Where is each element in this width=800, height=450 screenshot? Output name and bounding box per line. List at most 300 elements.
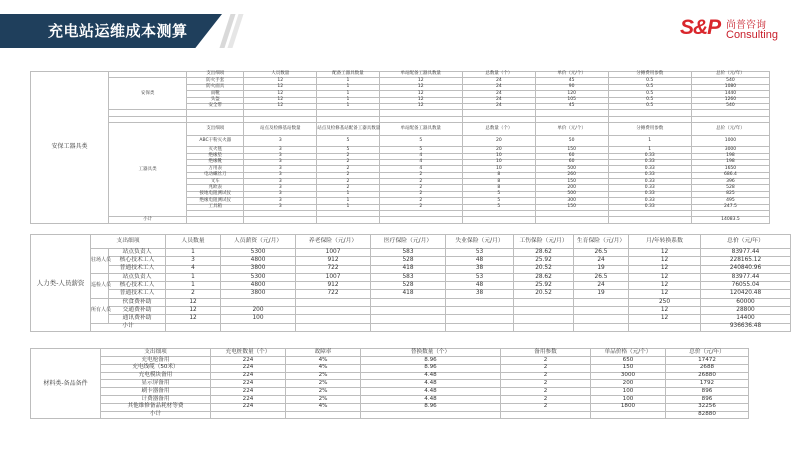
table-cell: 12	[629, 315, 701, 323]
table-cell: 76055.04	[701, 282, 791, 290]
table-cell	[514, 315, 574, 323]
table-cell: 0.33	[608, 179, 691, 185]
header-cell: 支出细项	[187, 72, 244, 78]
table-cell: 核心技术工人	[109, 257, 166, 265]
table-cell: 150	[535, 179, 608, 185]
header-cell: 总数量（个）	[462, 123, 535, 136]
table-cell: 896	[666, 388, 749, 396]
table-cell: 20.52	[514, 290, 574, 298]
table-cell: 528	[691, 185, 769, 191]
group-label: 驻场人员	[91, 249, 109, 274]
table-cell: 1	[317, 204, 379, 210]
table-cell: 912	[296, 257, 371, 265]
table-cell: 2	[501, 395, 591, 403]
table-cell: 1007	[296, 273, 371, 281]
table-row	[31, 307, 791, 315]
table-cell: 0.33	[608, 204, 691, 210]
table-cell: 200	[535, 185, 608, 191]
table-cell: 100	[221, 315, 296, 323]
table-cell: 3	[166, 257, 221, 265]
table-cell	[296, 315, 371, 323]
table-cell: 灭火毯	[187, 147, 244, 153]
table-cell	[446, 315, 514, 323]
table-cell: 12	[379, 91, 462, 97]
table-cell: 0.33	[608, 159, 691, 165]
subtotal-label: 小计	[91, 323, 166, 331]
empty-cell	[361, 411, 501, 419]
header-cell: 人员数量	[244, 72, 317, 78]
table-cell: 5	[317, 147, 379, 153]
subtotal-label: 小计	[101, 411, 211, 419]
table-cell: 20	[462, 147, 535, 153]
group-label: 所有人员	[91, 298, 109, 323]
table-cell: 250	[629, 298, 701, 306]
table-cell: 20	[462, 136, 535, 147]
table-cell: 540	[691, 78, 769, 84]
table-cell: 4	[166, 265, 221, 273]
table-cell: 2	[166, 290, 221, 298]
table-cell: 19	[574, 265, 629, 273]
table-cell: 1	[317, 91, 379, 97]
empty-cell	[371, 323, 446, 331]
table-cell: 12	[244, 84, 317, 90]
table-cell: 90	[535, 84, 608, 90]
table-cell: 24	[462, 103, 535, 109]
table-cell: 38	[446, 265, 514, 273]
table-cell: 站点负责人	[109, 273, 166, 281]
empty-cell	[535, 217, 608, 223]
table-cell: 3	[244, 185, 317, 191]
table-cell: 伙食费补助	[109, 298, 166, 306]
table-cell: 5	[462, 204, 535, 210]
company-logo	[680, 14, 790, 46]
table-cell	[514, 307, 574, 315]
table-cell: 普通技术工人	[109, 290, 166, 298]
table-cell	[221, 298, 296, 306]
table-cell: 2	[379, 191, 462, 197]
subtotal-value: 936636.48	[701, 323, 791, 331]
table-cell: 24	[462, 91, 535, 97]
table-cell: 12	[629, 307, 701, 315]
table-cell: 12	[379, 84, 462, 90]
table-cell: 26880	[666, 372, 749, 380]
header-cell: 总价（元/年）	[666, 349, 749, 357]
table-cell: 3800	[221, 265, 296, 273]
table-cell: 12	[629, 249, 701, 257]
header-cell: 替换数量（个）	[361, 349, 501, 357]
header-cell: 支出细项	[187, 123, 244, 136]
empty-cell	[244, 217, 317, 223]
table-cell: 3000	[691, 147, 769, 153]
table-row	[31, 290, 791, 298]
table-row	[31, 249, 791, 257]
empty-cell	[187, 217, 244, 223]
header-cell: 养老保险（元/月）	[296, 235, 371, 249]
table-cell: 2	[379, 179, 462, 185]
table-cell: 0.33	[608, 153, 691, 159]
table-cell: 12	[244, 97, 317, 103]
table-cell: 0.33	[608, 198, 691, 204]
table-cell: 24	[462, 78, 535, 84]
table-cell: 12	[379, 78, 462, 84]
table-cell: 工具箱	[187, 204, 244, 210]
table-cell: 224	[211, 372, 286, 380]
table-cell: 绝缘靴	[187, 159, 244, 165]
table-cell: 12	[629, 273, 701, 281]
table-cell: 12	[379, 103, 462, 109]
table-cell: 60	[535, 159, 608, 165]
table-cell: 418	[371, 265, 446, 273]
table-cell: 0.33	[608, 191, 691, 197]
table-cell: 2	[501, 380, 591, 388]
table-cell: 200	[591, 380, 666, 388]
table-cell: 105	[535, 97, 608, 103]
table-cell: 2	[501, 364, 591, 372]
table-header-row	[31, 349, 749, 357]
table-cell: 0.5	[608, 91, 691, 97]
table-cell: 防火手套	[187, 78, 244, 84]
table-cell: 418	[371, 290, 446, 298]
table-cell: 4	[379, 159, 462, 165]
table-cell: 雨靴	[187, 91, 244, 97]
table-cell: 兆欧表	[187, 185, 244, 191]
table-cell: 1	[608, 147, 691, 153]
table-cell: 5300	[221, 273, 296, 281]
table-cell: 3	[244, 179, 317, 185]
table-cell: 224	[211, 395, 286, 403]
table-cell: 583	[371, 249, 446, 257]
table-cell: 4800	[221, 282, 296, 290]
table-cell: 0.33	[608, 166, 691, 172]
table-cell: 14400	[701, 315, 791, 323]
table-cell: 其他维修备品耗材等费	[101, 403, 211, 411]
header-cell: 支出细项	[101, 349, 211, 357]
table-cell: 10	[462, 159, 535, 165]
table-cell: 1800	[591, 403, 666, 411]
table-cell: 12	[166, 298, 221, 306]
empty-cell	[462, 217, 535, 223]
empty-cell	[514, 323, 574, 331]
table-cell: 万用表	[187, 166, 244, 172]
table-cell: 200	[221, 307, 296, 315]
table-cell: 2	[501, 372, 591, 380]
table-cell	[574, 315, 629, 323]
table-cell: 228165.12	[701, 257, 791, 265]
table-cell: 3	[244, 153, 317, 159]
table-header-row	[31, 123, 770, 136]
header-cell: 故障率	[286, 349, 361, 357]
table-row	[31, 265, 791, 273]
table-cell: 0.33	[608, 185, 691, 191]
table-cell: 28.62	[514, 249, 574, 257]
table-row	[31, 282, 791, 290]
table-cell	[514, 298, 574, 306]
table-cell: 2	[379, 172, 462, 178]
empty-cell	[446, 323, 514, 331]
table-cell: 12	[166, 315, 221, 323]
header-cell: 分摊费用参数	[608, 72, 691, 78]
table-cell: 53	[446, 249, 514, 257]
table-row	[31, 273, 791, 281]
empty-cell	[574, 323, 629, 331]
header-cell: 充电桩数量（个）	[211, 349, 286, 357]
table-cell: 224	[211, 403, 286, 411]
table-cell	[371, 307, 446, 315]
table-cell: 刷卡器备用	[101, 388, 211, 396]
table-cell: 2	[317, 172, 379, 178]
table-cell: 充电枪备用	[101, 357, 211, 365]
table-cell: 260	[535, 172, 608, 178]
table-cell: 540	[691, 103, 769, 109]
table-cell: 1	[317, 84, 379, 90]
table-cell: 计费器备用	[101, 395, 211, 403]
table-row	[31, 364, 749, 372]
table-row	[31, 388, 749, 396]
empty-cell	[591, 411, 666, 419]
table-cell: 接地电阻测试仪	[187, 191, 244, 197]
table-cell: 5	[379, 147, 462, 153]
table-cell: 5	[379, 136, 462, 147]
table-cell: 4%	[286, 357, 361, 365]
section-label: 材料类-备品备件	[31, 349, 101, 419]
empty-cell	[317, 217, 379, 223]
table-cell: 1000	[691, 136, 769, 147]
table-cell: 2%	[286, 372, 361, 380]
table-cell: 4%	[286, 403, 361, 411]
table-cell: 2%	[286, 380, 361, 388]
table-cell: 安全带	[187, 103, 244, 109]
table-cell: 3	[244, 172, 317, 178]
table-cell: 20.52	[514, 265, 574, 273]
materials-cost-table	[30, 348, 749, 419]
table-cell: 1007	[296, 249, 371, 257]
header-cell: 月/年转换系数	[629, 235, 701, 249]
table-cell: 5	[317, 136, 379, 147]
table-row	[31, 403, 749, 411]
table-cell: 24	[462, 97, 535, 103]
table-cell	[574, 307, 629, 315]
header-cell: 单品价格（元/个）	[591, 349, 666, 357]
empty-cell	[211, 411, 286, 419]
header-cell: 单价（元/个）	[535, 123, 608, 136]
table-cell	[371, 315, 446, 323]
table-cell: 显示屏备用	[101, 380, 211, 388]
table-cell: 交通费补助	[109, 307, 166, 315]
table-cell: 28.62	[514, 273, 574, 281]
table-cell: 198	[691, 159, 769, 165]
table-cell	[371, 298, 446, 306]
table-cell: 12	[629, 257, 701, 265]
table-cell: 19	[574, 290, 629, 298]
table-cell	[296, 298, 371, 306]
table-cell: 5	[462, 191, 535, 197]
table-cell: 2	[379, 204, 462, 210]
table-cell: 3000	[591, 372, 666, 380]
table-cell: 4	[379, 153, 462, 159]
table-cell	[296, 307, 371, 315]
table-cell: 8.96	[361, 403, 501, 411]
table-row	[31, 257, 791, 265]
table-cell: 绝缘垫	[187, 153, 244, 159]
table-cell: 12	[244, 91, 317, 97]
table-cell: 3	[244, 166, 317, 172]
table-cell: 3	[244, 204, 317, 210]
table-cell: 60000	[701, 298, 791, 306]
header-cell: 总价（元/年）	[691, 72, 769, 78]
table-cell: 686.4	[691, 172, 769, 178]
table-cell: 充电线缆（50米）	[101, 364, 211, 372]
table-cell: 25.92	[514, 257, 574, 265]
subtotal-value: 82880	[666, 411, 749, 419]
table-cell: 48	[446, 282, 514, 290]
table-cell: 4.48	[361, 380, 501, 388]
group-label: 工器具类	[109, 123, 187, 217]
empty-cell	[501, 411, 591, 419]
table-cell: 224	[211, 388, 286, 396]
table-cell: 17472	[666, 357, 749, 365]
table-cell: 1792	[666, 380, 749, 388]
table-cell: 2	[317, 159, 379, 165]
table-cell: 100	[591, 395, 666, 403]
table-cell: 32256	[666, 403, 749, 411]
table-cell: 26.5	[574, 273, 629, 281]
table-cell: 825	[691, 191, 769, 197]
table-cell: 100	[591, 388, 666, 396]
header-cell: 总价（元/年）	[691, 123, 769, 136]
table-cell: 2%	[286, 395, 361, 403]
table-cell: 2	[379, 198, 462, 204]
table-cell: 24	[574, 257, 629, 265]
header-cell: 分摊费用参数	[608, 123, 691, 136]
table-cell: 83977.44	[701, 273, 791, 281]
header-cell: 失业保险（元/月）	[446, 235, 514, 249]
table-cell: 3	[244, 147, 317, 153]
table-cell: 2688	[666, 364, 749, 372]
table-cell: 绝缘电阻测试仪	[187, 198, 244, 204]
table-row	[31, 380, 749, 388]
table-cell: 120420.48	[701, 290, 791, 298]
table-cell: 2	[501, 357, 591, 365]
table-cell: 通讯费补助	[109, 315, 166, 323]
group-label: 安保类	[109, 78, 187, 110]
table-cell: 5300	[221, 249, 296, 257]
table-cell: 650	[591, 357, 666, 365]
header-cell: 人员数量	[166, 235, 221, 249]
table-cell: 0.5	[608, 97, 691, 103]
table-cell: 12	[244, 78, 317, 84]
table-cell: 45	[535, 78, 608, 84]
table-cell: 0.5	[608, 84, 691, 90]
table-cell: 2	[317, 166, 379, 172]
table-cell: 0.33	[608, 172, 691, 178]
table-cell: ABC干粉灭火器	[187, 136, 244, 147]
header-cell: 站点及检修基站配备工器具数量	[317, 123, 379, 136]
logo-english: Consulting	[726, 29, 778, 41]
table-cell: 28800	[701, 307, 791, 315]
table-row	[31, 315, 791, 323]
subtotal-row	[31, 323, 791, 331]
table-cell: 核心技术工人	[109, 282, 166, 290]
empty-cell	[286, 411, 361, 419]
labor-cost-table	[30, 234, 791, 332]
table-cell: 2	[501, 388, 591, 396]
header-cell: 工伤保险（元/月）	[514, 235, 574, 249]
table-cell: 0.5	[608, 103, 691, 109]
subtotal-value: 14083.5	[691, 217, 769, 223]
table-cell: 8.96	[361, 364, 501, 372]
section-label: 安保工器具类	[31, 72, 109, 224]
table-cell: 12	[629, 265, 701, 273]
tools-cost-table	[30, 71, 770, 224]
table-cell: 10	[462, 153, 535, 159]
table-cell: 722	[296, 265, 371, 273]
table-cell: 224	[211, 364, 286, 372]
table-cell: 防火面具	[187, 84, 244, 90]
subtotal-row	[31, 217, 770, 223]
table-cell: 1	[317, 103, 379, 109]
table-cell: 583	[371, 273, 446, 281]
table-cell: 26.5	[574, 249, 629, 257]
table-cell: 1	[166, 273, 221, 281]
table-cell: 0.5	[608, 78, 691, 84]
table-cell: 912	[296, 282, 371, 290]
header-cell: 单价（元/个）	[535, 72, 608, 78]
logo-mark: S&P	[680, 16, 721, 39]
table-cell: 8	[462, 185, 535, 191]
page-title: 充电站运维成本测算	[48, 22, 188, 40]
table-cell: 10	[462, 166, 535, 172]
table-cell: 224	[211, 380, 286, 388]
table-cell: 2	[501, 403, 591, 411]
table-cell: 83977.44	[701, 249, 791, 257]
empty-cell	[221, 323, 296, 331]
table-cell	[574, 298, 629, 306]
table-cell: 48	[446, 257, 514, 265]
table-cell: 150	[535, 147, 608, 153]
table-cell: 1260	[691, 97, 769, 103]
table-cell: 247.5	[691, 204, 769, 210]
table-cell	[446, 298, 514, 306]
table-cell: 1080	[691, 84, 769, 90]
empty-cell	[166, 323, 221, 331]
table-cell: 528	[371, 257, 446, 265]
table-cell: 1	[166, 249, 221, 257]
table-cell: 充电模块备用	[101, 372, 211, 380]
table-cell: 3	[244, 198, 317, 204]
table-cell: 1	[608, 136, 691, 147]
header-cell: 总价（元/年）	[701, 235, 791, 249]
table-cell: 站点负责人	[109, 249, 166, 257]
table-cell: 53	[446, 273, 514, 281]
header-cell: 配备工器具数量	[317, 72, 379, 78]
header-cell: 医疗保险（元/月）	[371, 235, 446, 249]
table-cell: 4%	[286, 364, 361, 372]
table-cell: 4.48	[361, 372, 501, 380]
header-cell: 站点及检修基站数量	[244, 123, 317, 136]
table-cell: 150	[535, 204, 608, 210]
table-cell: 3	[244, 159, 317, 165]
header-cell: 人员薪资（元/月）	[221, 235, 296, 249]
table-cell: 4	[379, 166, 462, 172]
header-cell: 备用参数	[501, 349, 591, 357]
table-cell: 25.92	[514, 282, 574, 290]
logo-chinese: 尚普咨询	[726, 20, 766, 31]
table-cell: 528	[371, 282, 446, 290]
table-cell: 1	[317, 97, 379, 103]
table-cell: 2	[317, 179, 379, 185]
table-cell: 198	[691, 153, 769, 159]
table-cell: 12	[629, 290, 701, 298]
